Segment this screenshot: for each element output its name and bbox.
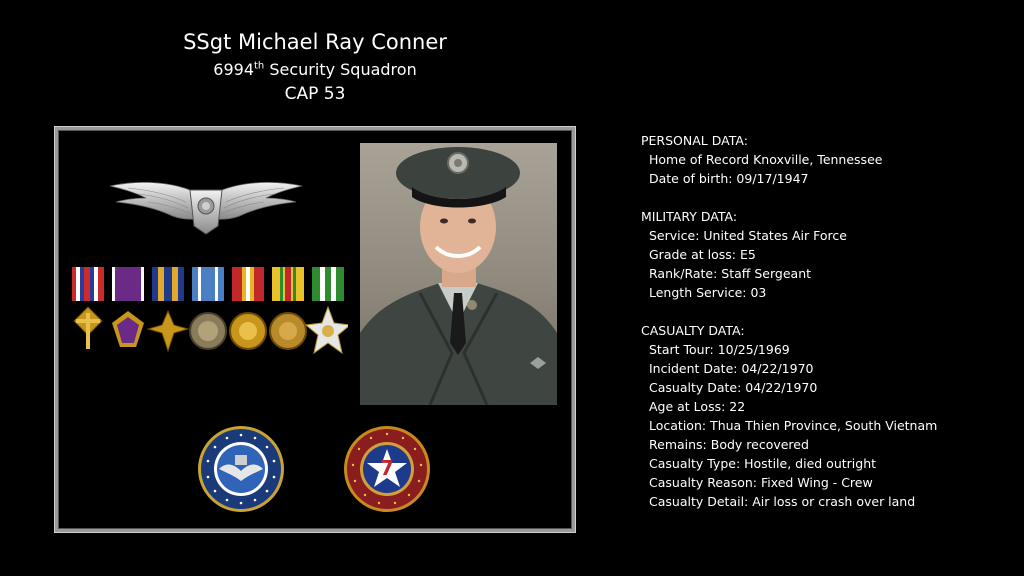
military-rank: Rank/Rate: Staff Sergeant bbox=[649, 266, 812, 281]
seventh-numeral: 7 bbox=[380, 456, 394, 480]
service-member-name: SSgt Michael Ray Conner bbox=[183, 30, 447, 54]
casualty-date: Casualty Date: 04/22/1970 bbox=[649, 380, 818, 395]
casualty-start-tour: Start Tour: 10/25/1969 bbox=[649, 342, 790, 357]
cap-label: CAP 53 bbox=[284, 84, 346, 104]
medal-ribbons-icon bbox=[70, 265, 348, 360]
seventh-air-force-patch-icon bbox=[343, 425, 431, 513]
personal-home-of-record: Home of Record Knoxville, Tennessee bbox=[649, 152, 883, 167]
military-grade: Grade at loss: E5 bbox=[649, 247, 756, 262]
casualty-age: Age at Loss: 22 bbox=[649, 399, 746, 414]
casualty-remains: Remains: Body recovered bbox=[649, 437, 809, 452]
personal-data-heading: PERSONAL DATA: bbox=[641, 133, 748, 148]
casualty-detail: Casualty Detail: Air loss or crash over land bbox=[649, 494, 916, 509]
personal-date-of-birth: Date of birth: 09/17/1947 bbox=[649, 171, 809, 186]
casualty-incident-date: Incident Date: 04/22/1970 bbox=[649, 361, 814, 376]
military-service: Service: United States Air Force bbox=[649, 228, 847, 243]
casualty-location: Location: Thua Thien Province, South Vietnam bbox=[649, 418, 938, 433]
casualty-data-heading: CASUALTY DATA: bbox=[641, 323, 745, 338]
service-record-details bbox=[641, 131, 937, 511]
casualty-type: Casualty Type: Hostile, died outright bbox=[649, 456, 877, 471]
casualty-reason: Casualty Reason: Fixed Wing - Crew bbox=[649, 475, 873, 490]
military-data-heading: MILITARY DATA: bbox=[641, 209, 738, 224]
department-of-the-air-force-seal-icon bbox=[197, 425, 285, 513]
unit-name: 6994th Security Squadron bbox=[213, 60, 417, 79]
service-member-portrait bbox=[360, 143, 557, 405]
military-length-service: Length Service: 03 bbox=[649, 285, 767, 300]
aircrew-wings-icon bbox=[108, 176, 304, 238]
portrait-image bbox=[360, 143, 557, 405]
